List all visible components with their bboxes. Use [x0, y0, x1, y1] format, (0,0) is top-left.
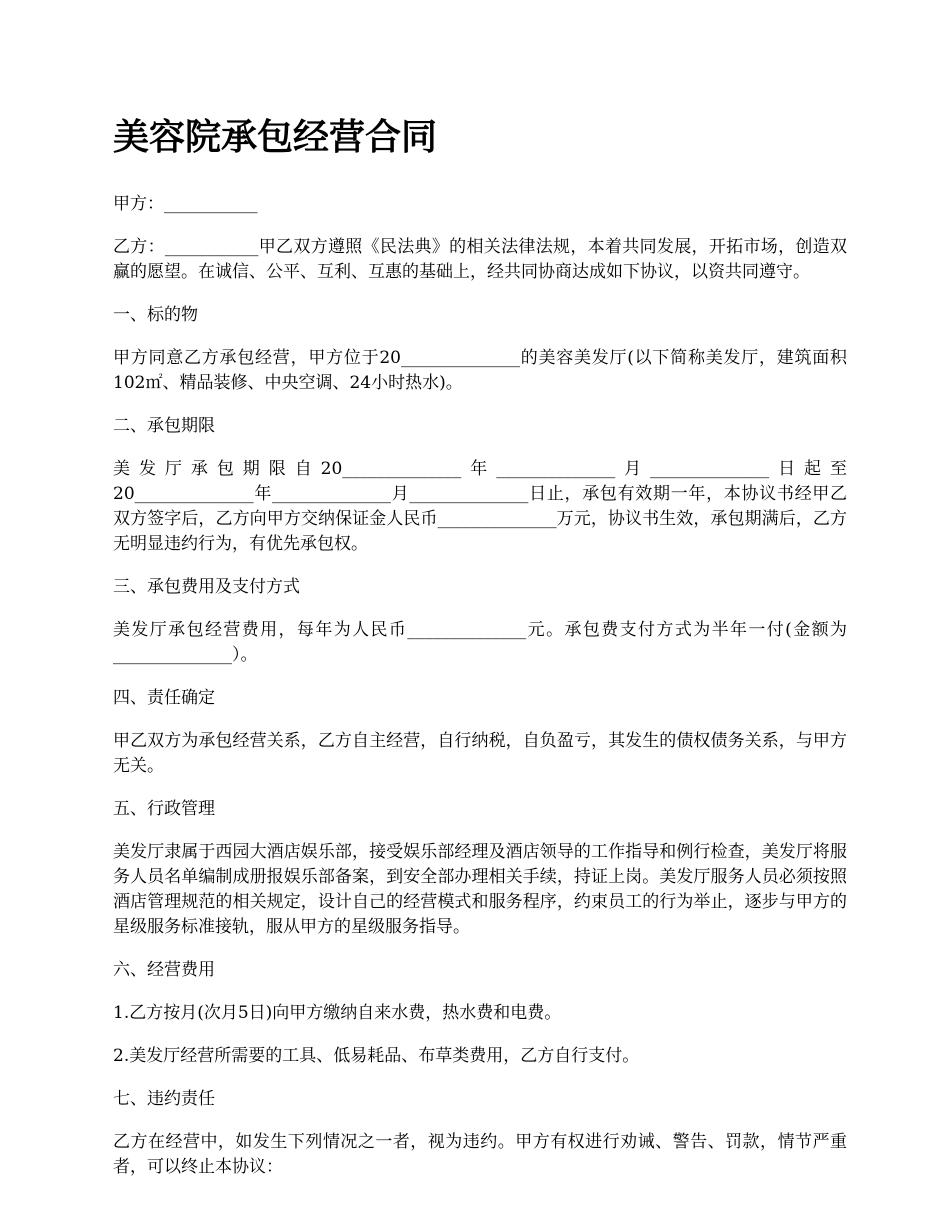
document-page	[113, 108, 847, 1198]
section-body-breach: 乙方在经营中，如发生下列情况之一者，视为违约。甲方有权进行劝诫、警告、罚款，情节严重者，可以终止本协议：	[113, 1132, 847, 1177]
section-body-liability: 甲乙双方为承包经营关系，乙方自主经营，自行纳税，自负盈亏，其发生的债权债务关系，与甲方无关。	[113, 731, 847, 776]
section-body-fees: 美发厅承包经营费用，每年为人民币______________元。承包费支付方式为半年一付(金额为______________）。	[113, 620, 847, 665]
section-heading-operating-costs: 六、经营费用	[113, 960, 215, 980]
section-body-administration: 美发厅隶属于西园大酒店娱乐部，接受娱乐部经理及酒店领导的工作指导和例行检查，美发厅将服务人员名单编制成册报娱乐部备案，到安全部办理相关手续，持证上岗。美发厅服务人员必须按照酒店管理规范的相关规定，设计自己的经营模式和服务程序，约束员工的行为举止，逐步与甲方的星级服务标准接轨，服从甲方的星级服务指导。	[113, 842, 847, 937]
party-b-preamble: 乙方：___________甲乙双方遵照《民法典》的相关法律法规，本着共同发展，开拓市场，创造双赢的愿望。在诚信、公平、互利、互惠的基础上，经共同协商达成如下协议，以资共同遵守。	[113, 237, 847, 282]
document-title: 美容院承包经营合同	[113, 116, 438, 158]
section-body-term: 美发厅承包期限自20______________年______________月______________日起至20______________年______________月______________日止，承包有效期一年，本协议书经甲乙双方签字后，乙方向甲方交纳保证金人民币______________万元，协议书生效，承包期满后，乙方无明显违约行为，有优先承包权。	[113, 459, 847, 554]
section-heading-subject: 一、标的物	[113, 305, 198, 325]
section-body-subject: 甲方同意乙方承包经营，甲方位于20______________的美容美发厅(以下简称美发厅，建筑面积102㎡、精品装修、中央空调、24小时热水)。	[113, 348, 847, 393]
section-heading-liability: 四、责任确定	[113, 688, 215, 708]
section-heading-term: 二、承包期限	[113, 416, 215, 436]
section-heading-breach: 七、违约责任	[113, 1089, 215, 1109]
operating-costs-item-1: 1.乙方按月(次月5日)向甲方缴纳自来水费，热水费和电费。	[113, 1003, 562, 1023]
party-a-line: 甲方：___________	[113, 194, 258, 214]
section-heading-fees: 三、承包费用及支付方式	[113, 577, 300, 597]
section-heading-administration: 五、行政管理	[113, 799, 215, 819]
operating-costs-item-2: 2.美发厅经营所需要的工具、低易耗品、布草类费用，乙方自行支付。	[113, 1046, 640, 1066]
